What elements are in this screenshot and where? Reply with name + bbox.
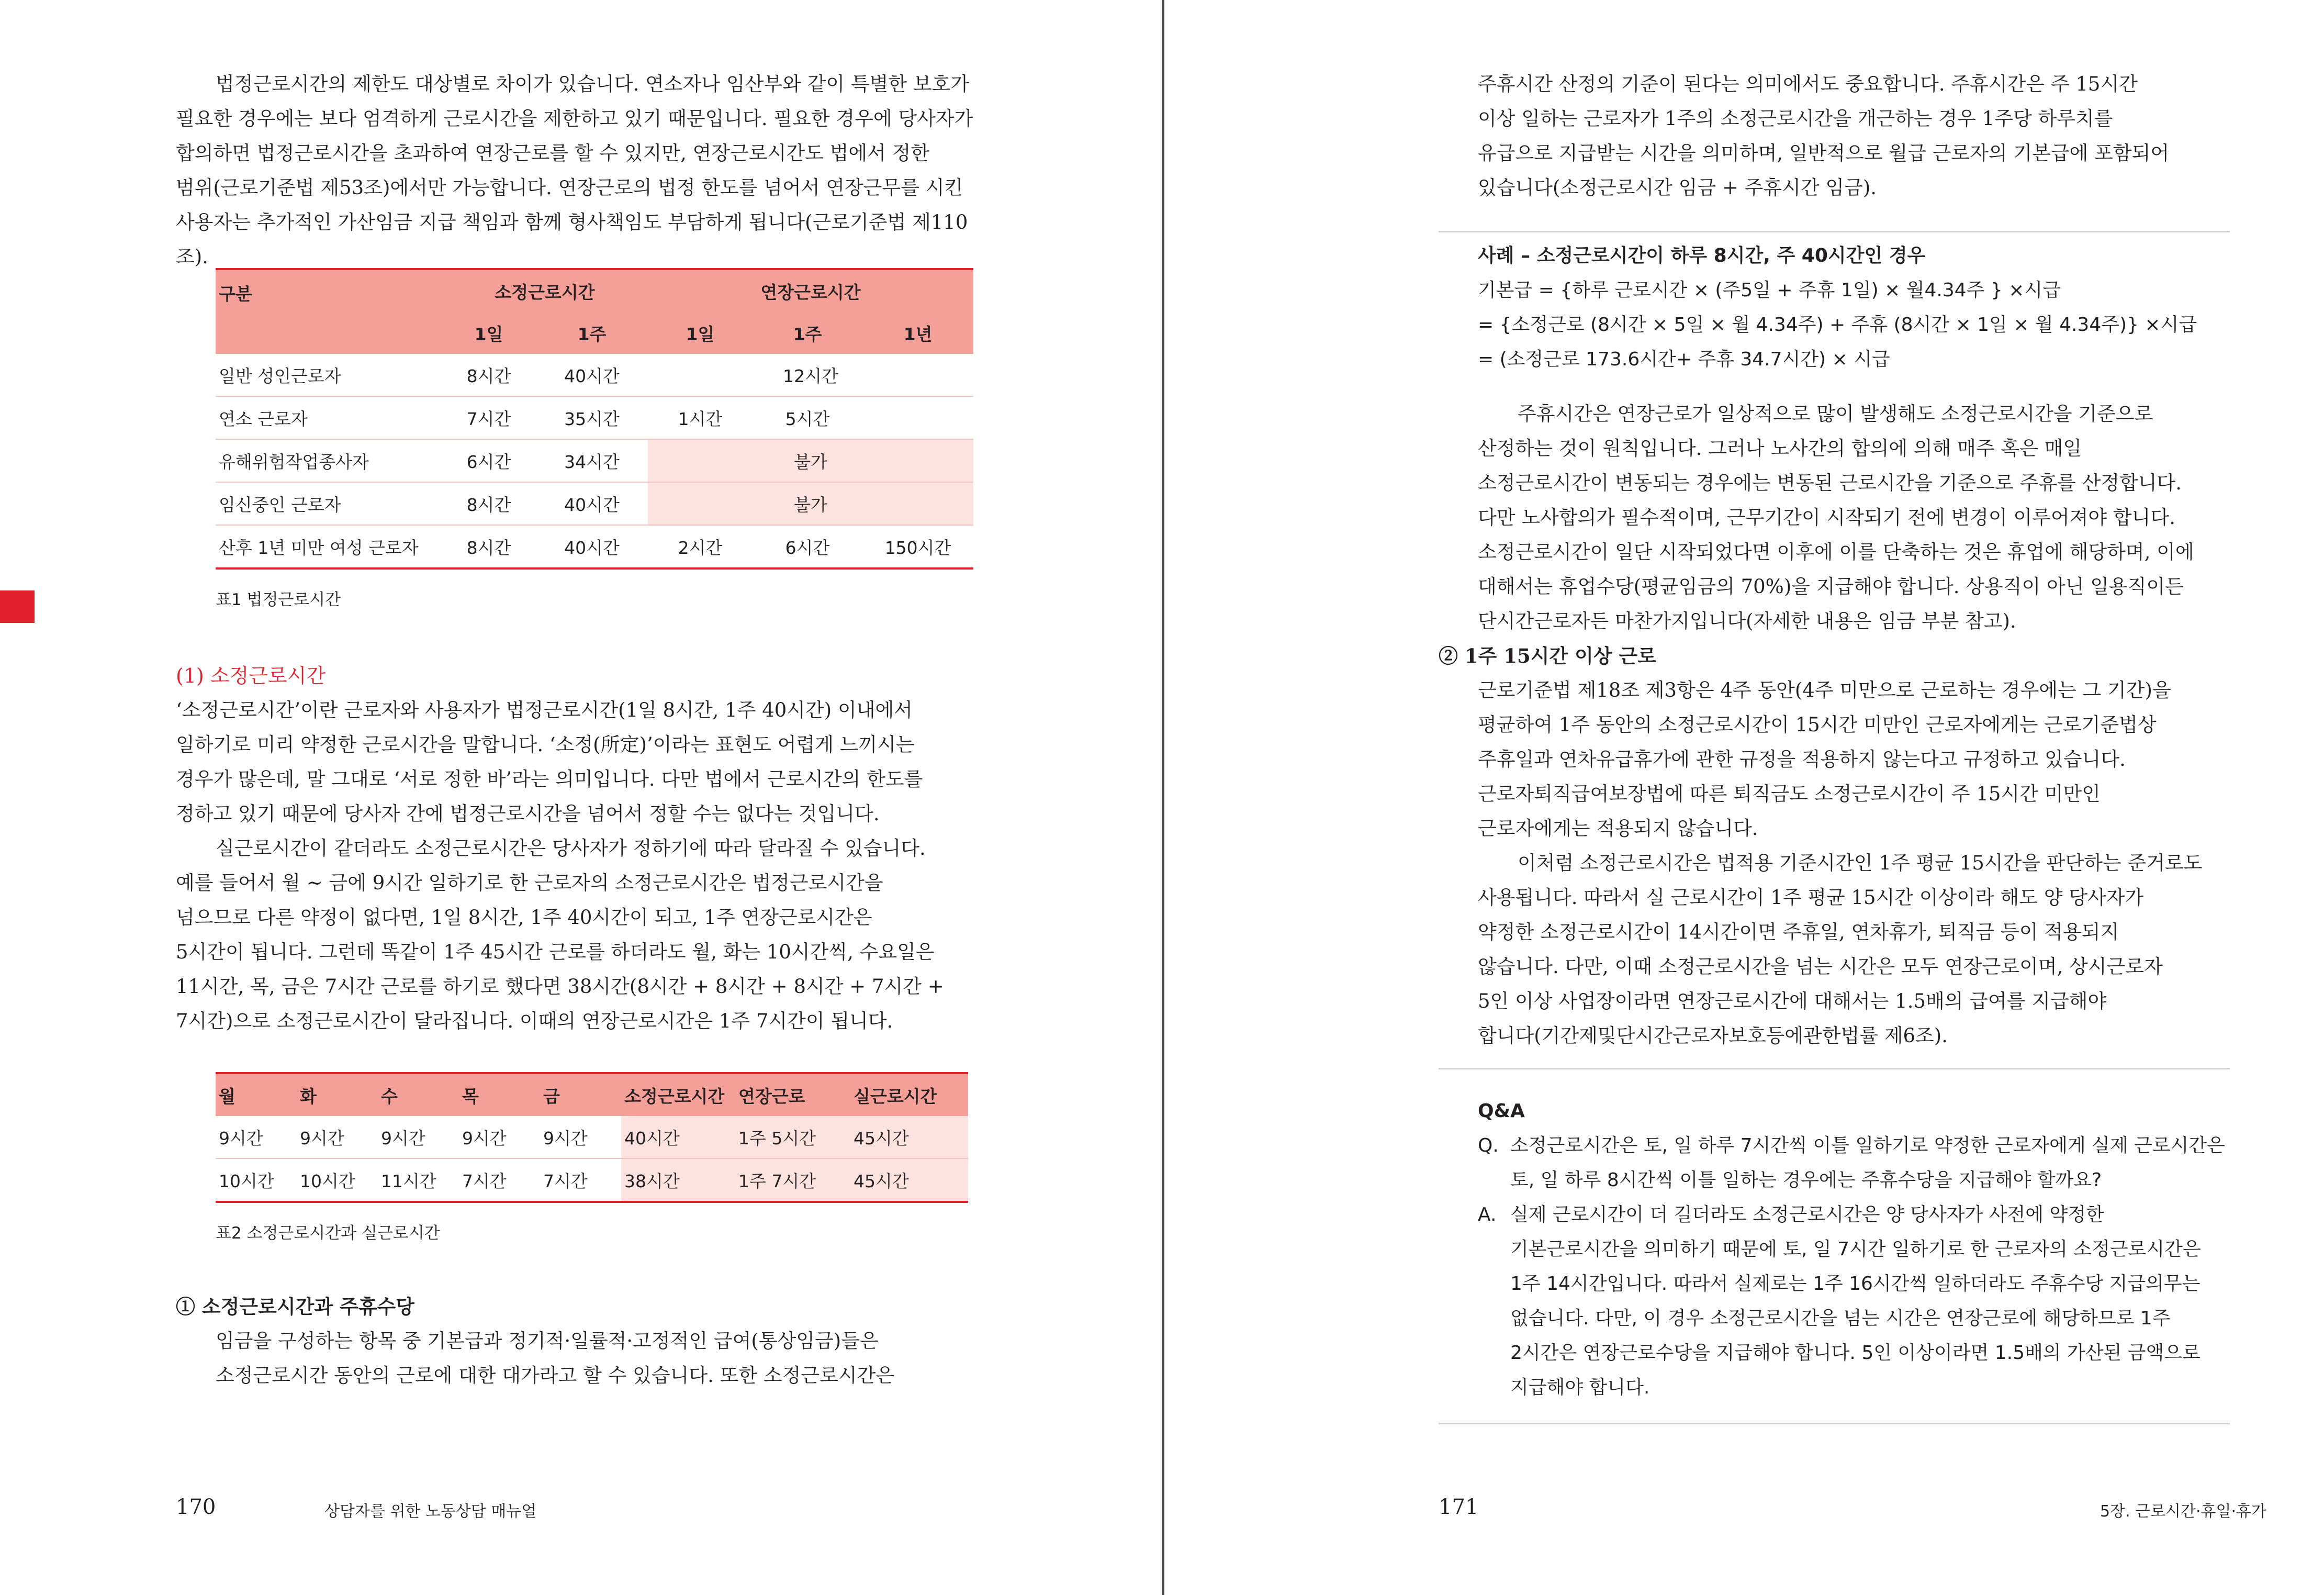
formula-line: 기본급 = {하루 근로시간 × (주5일 + 주휴 1일) × 월4.34주 } ×시급 — [1478, 280, 2061, 301]
answer-line: 1주 14시간입니다. 따라서 실제로는 1주 16시간씩 일하더라도 주휴수당 지급의무는 — [1510, 1273, 2200, 1295]
subheader: 1일 — [442, 312, 536, 354]
merged-cell: 불가 — [648, 482, 973, 525]
body-line: 있습니다(소정근로시간 임금 + 주휴시간 임금). — [1478, 176, 1877, 199]
merged-cell: 12시간 — [648, 354, 973, 396]
subsection2-body — [1478, 673, 2273, 1053]
body-line: 주휴일과 연차유급휴가에 관한 규정을 적용하지 않는다고 규정하고 있습니다. — [1478, 748, 2126, 771]
example-box — [1478, 239, 2252, 377]
body-line: 이처럼 소정근로시간은 법적용 기준시간인 1주 평균 15시간을 판단하는 준거로도 — [1518, 852, 2203, 874]
cell: 38시간 — [621, 1158, 735, 1202]
header-wed: 수 — [378, 1073, 459, 1116]
row-name: 일반 성인근로자 — [216, 354, 442, 396]
continued-paragraph — [1478, 67, 2273, 205]
header-regular-hours: 소정근로시간 — [442, 269, 648, 312]
cell: 9시간 — [540, 1116, 621, 1158]
body-line: 예를 들어서 월 ~ 금에 9시간 일하기로 한 근로자의 소정근로시간은 법정근로시간을 — [176, 872, 883, 894]
divider — [1439, 231, 2230, 232]
body-line: 약정한 소정근로시간이 14시간이면 주휴일, 연차휴가, 퇴직금 등이 적용되지 — [1478, 921, 2119, 943]
question-line: 소정근로시간은 토, 일 하루 7시간씩 이틀 일하기로 약정한 근로자에게 실제 근로시간은 — [1510, 1135, 2225, 1156]
subsection1 — [176, 1289, 992, 1393]
running-head: 상담자를 위한 노동상담 매뉴얼 — [324, 1502, 537, 1521]
table-row — [216, 1158, 968, 1202]
body-line: 임금을 구성하는 항목 중 기본급과 정기적·일률적·고정적인 급여(통상임금)들은 — [216, 1330, 879, 1352]
merged-cell: 불가 — [648, 439, 973, 482]
cell: 34시간 — [536, 439, 648, 482]
body-line: 근로자에게는 적용되지 않습니다. — [1478, 817, 1758, 840]
cell: 1주 7시간 — [735, 1158, 850, 1202]
header-category: 구분 — [216, 269, 442, 354]
subsection-title: ② 1주 15시간 이상 근로 — [1439, 644, 1656, 667]
body-line: 소정근로시간 동안의 근로에 대한 대가라고 할 수 있습니다. 또한 소정근로시간은 — [216, 1364, 895, 1387]
answer-line: 실제 근로시간이 더 길더라도 소정근로시간은 양 당사자가 사전에 약정한 — [1510, 1204, 2104, 1225]
header-overtime: 연장근로 — [735, 1073, 850, 1116]
body-line: 합니다(기간제및단시간근로자보호등에관한법률 제6조). — [1478, 1024, 1948, 1047]
table-row — [216, 439, 973, 482]
body-line: 평균하여 1주 동안의 소정근로시간이 15시간 미만인 근로자에게는 근로기준법상 — [1478, 713, 2157, 736]
header-fri: 금 — [540, 1073, 621, 1116]
row-name: 유해위험작업종사자 — [216, 439, 442, 482]
question-line: 토, 일 하루 8시간씩 이틀 일하는 경우에는 주휴수당을 지급해야 할까요? — [1510, 1169, 2102, 1191]
body-line: 이상 일하는 근로자가 1주의 소정근로시간을 개근하는 경우 1주당 하루치를 — [1478, 107, 2113, 130]
statutory-hours-table — [216, 268, 973, 570]
answer-line: 없습니다. 다만, 이 경우 소정근로시간을 넘는 시간은 연장근로에 해당하므로 1주 — [1510, 1308, 2171, 1329]
weekly-holiday-paragraph — [1478, 397, 2273, 639]
answer-line: 2시간은 연장근로수당을 지급해야 합니다. 5인 이상이라면 1.5배의 가산된 금액으로 — [1510, 1342, 2200, 1364]
body-line: 근로자퇴직급여보장법에 따른 퇴직금도 소정근로시간이 주 15시간 미만인 — [1478, 783, 2101, 805]
answer — [1478, 1198, 2263, 1405]
cell: 2시간 — [648, 525, 753, 568]
body-line: 유급으로 지급받는 시간을 의미하며, 일반적으로 월급 근로자의 기본급에 포함되어 — [1478, 142, 2170, 164]
formula-line: = (소정근로 173.6시간+ 주휴 34.7시간) × 시급 — [1478, 349, 1890, 370]
body-line: 실근로시간이 같더라도 소정근로시간은 당사자가 정하기에 따라 달라질 수 있습니다. — [216, 837, 926, 860]
intro-paragraph — [176, 67, 992, 274]
intro-line: 필요한 경우에는 보다 엄격하게 근로시간을 제한하고 있기 때문입니다. 필요한 경우에 당사자가 — [176, 107, 973, 130]
page-number: 170 — [176, 1495, 216, 1519]
cell: 1시간 — [648, 396, 753, 439]
subheader: 1일 — [648, 312, 753, 354]
body-line: 다만 노사합의가 필수적이며, 근무기간이 시작되기 전에 변경이 이루어져야 합니다. — [1478, 506, 2175, 529]
body-line: 사용됩니다. 따라서 실 근로시간이 1주 평균 15시간 이상이라 해도 양 당사자가 — [1478, 886, 2144, 909]
answer-line: 기본근로시간을 의미하기 때문에 토, 일 7시간 일하기로 한 근로자의 소정근로시간은 — [1510, 1239, 2201, 1260]
subheader: 1주 — [536, 312, 648, 354]
body-line: 단시간근로자든 마찬가지입니다(자세한 내용은 임금 부분 참고). — [1478, 610, 2016, 632]
table-row — [216, 1116, 968, 1158]
answer-label: A. — [1478, 1204, 1497, 1225]
page-number: 171 — [1439, 1495, 1479, 1519]
subheader: 1년 — [862, 312, 973, 354]
cell: 40시간 — [536, 482, 648, 525]
header-contract-hours: 소정근로시간 — [621, 1073, 735, 1116]
section1 — [176, 659, 992, 1039]
cell: 5시간 — [753, 396, 862, 439]
qa-title: Q&A — [1478, 1100, 1525, 1122]
cell: 8시간 — [442, 354, 536, 396]
cell: 40시간 — [536, 525, 648, 568]
table2-wrapper — [216, 1072, 968, 1243]
table1-caption: 표1 법정근로시간 — [216, 590, 341, 609]
header-tue: 화 — [297, 1073, 378, 1116]
table-row — [216, 525, 973, 568]
cell: 10시간 — [297, 1158, 378, 1202]
intro-line: 법정근로시간의 제한도 대상별로 차이가 있습니다. 연소자나 임산부와 같이 특별한 보호가 — [216, 73, 970, 95]
body-line: 경우가 많은데, 말 그대로 ‘서로 정한 바’라는 의미입니다. 다만 법에서 근로시간의 한도를 — [176, 768, 923, 790]
body-line: 않습니다. 다만, 이때 소정근로시간을 넘는 시간은 모두 연장근로이며, 상시근로자 — [1478, 955, 2163, 978]
cell: 40시간 — [536, 354, 648, 396]
header-actual-hours: 실근로시간 — [850, 1073, 968, 1116]
body-line: 주휴시간 산정의 기준이 된다는 의미에서도 중요합니다. 주휴시간은 주 15시간 — [1478, 73, 2138, 95]
question-label: Q. — [1478, 1135, 1499, 1156]
body-line: 5시간이 됩니다. 그런데 똑같이 1주 45시간 근로를 하더라도 월, 화는 10시간씩, 수요일은 — [176, 941, 935, 963]
table-row — [216, 354, 973, 396]
intro-line: 범위(근로기준법 제53조)에서만 가능합니다. 연장근로의 법정 한도를 넘어서 연장근무를 시킨 — [176, 176, 963, 199]
cell: 11시간 — [378, 1158, 459, 1202]
cell: 45시간 — [850, 1158, 968, 1202]
cell: 40시간 — [621, 1116, 735, 1158]
row-name: 임신중인 근로자 — [216, 482, 442, 525]
subsection2 — [1439, 639, 2273, 673]
cell: 9시간 — [459, 1116, 540, 1158]
cell: 6시간 — [753, 525, 862, 568]
section-title: (1) 소정근로시간 — [176, 664, 326, 687]
cell: 9시간 — [297, 1116, 378, 1158]
contract-vs-actual-hours-table — [216, 1072, 968, 1203]
table-row — [216, 482, 973, 525]
cell: 150시간 — [862, 525, 973, 568]
cell: 9시간 — [216, 1116, 297, 1158]
cell: 7시간 — [442, 396, 536, 439]
body-line: 소정근로시간이 변동되는 경우에는 변동된 근로시간을 기준으로 주휴를 산정합니다. — [1478, 472, 2182, 494]
intro-line: 합의하면 법정근로시간을 초과하여 연장근로를 할 수 있지만, 연장근로시간도 법에서 정한 — [176, 142, 930, 164]
body-line: 5인 이상 사업장이라면 연장근로시간에 대해서는 1.5배의 급여를 지급해야 — [1478, 990, 2107, 1012]
divider — [1439, 1423, 2230, 1424]
body-line: 소정근로시간이 일단 시작되었다면 이후에 이를 단축하는 것은 휴업에 해당하며, 이에 — [1478, 541, 2194, 563]
body-line: 대해서는 휴업수당(평균임금의 70%)을 지급해야 합니다. 상용직이 아닌 일용직이든 — [1478, 575, 2184, 598]
body-line: 넘으므로 다른 약정이 없다면, 1일 8시간, 1주 40시간이 되고, 1주 연장근로시간은 — [176, 906, 872, 929]
body-line: 산정하는 것이 원칙입니다. 그러나 노사간의 합의에 의해 매주 혹은 매일 — [1478, 437, 2082, 460]
answer-line: 지급해야 합니다. — [1510, 1377, 1650, 1398]
cell: 7시간 — [540, 1158, 621, 1202]
table-row — [216, 396, 973, 439]
cell: 8시간 — [442, 525, 536, 568]
body-line: 7시간)으로 소정근로시간이 달라집니다. 이때의 연장근로시간은 1주 7시간이 됩니다. — [176, 1010, 893, 1032]
cell — [862, 396, 973, 439]
right-page — [1164, 0, 2324, 1595]
header-overtime-hours: 연장근로시간 — [648, 269, 973, 312]
header-mon: 월 — [216, 1073, 297, 1116]
table2-caption: 표2 소정근로시간과 실근로시간 — [216, 1224, 440, 1243]
cell: 6시간 — [442, 439, 536, 482]
body-line: 정하고 있기 때문에 당사자 간에 법정근로시간을 넘어서 정할 수는 없다는 것입니다. — [176, 802, 880, 825]
body-line: 일하기로 미리 약정한 근로시간을 말합니다. ‘소정(所定)’이라는 표현도 어렵게 느끼시는 — [176, 733, 915, 756]
body-line: ‘소정근로시간’이란 근로자와 사용자가 법정근로시간(1일 8시간, 1주 40시간) 이내에서 — [176, 699, 913, 721]
body-line: 11시간, 목, 금은 7시간 근로를 하기로 했다면 38시간(8시간 + 8시간 + 8시간 + 7시간 + — [176, 975, 944, 998]
running-head: 5장. 근로시간·휴일·휴가 — [2100, 1502, 2266, 1521]
subsection-title: ① 소정근로시간과 주휴수당 — [176, 1295, 414, 1318]
question — [1478, 1129, 2263, 1198]
body-line: 주휴시간은 연장근로가 일상적으로 많이 발생해도 소정근로시간을 기준으로 — [1518, 403, 2153, 425]
intro-line: 사용자는 추가적인 가산임금 지급 책임과 함께 형사책임도 부담하게 됩니다(근로기준법 제110조). — [176, 211, 968, 268]
subheader: 1주 — [753, 312, 862, 354]
header-thu: 목 — [459, 1073, 540, 1116]
cell: 7시간 — [459, 1158, 540, 1202]
cell: 8시간 — [442, 482, 536, 525]
row-name: 산후 1년 미만 여성 근로자 — [216, 525, 442, 568]
row-name: 연소 근로자 — [216, 396, 442, 439]
cell: 9시간 — [378, 1116, 459, 1158]
table1-wrapper — [216, 268, 973, 610]
formula-line: = {소정근로 (8시간 × 5일 × 월 4.34주) + 주휴 (8시간 × 1일 × 월 4.34주)} ×시급 — [1478, 314, 2197, 336]
cell: 1주 5시간 — [735, 1116, 850, 1158]
chapter-tab-marker — [0, 590, 35, 623]
divider — [1439, 1068, 2230, 1069]
cell: 35시간 — [536, 396, 648, 439]
cell: 45시간 — [850, 1116, 968, 1158]
qa-box — [1478, 1094, 2263, 1405]
cell: 10시간 — [216, 1158, 297, 1202]
example-title: 사례 – 소정근로시간이 하루 8시간, 주 40시간인 경우 — [1478, 245, 1926, 266]
body-line: 근로기준법 제18조 제3항은 4주 동안(4주 미만으로 근로하는 경우에는 그 기간)을 — [1478, 679, 2171, 701]
